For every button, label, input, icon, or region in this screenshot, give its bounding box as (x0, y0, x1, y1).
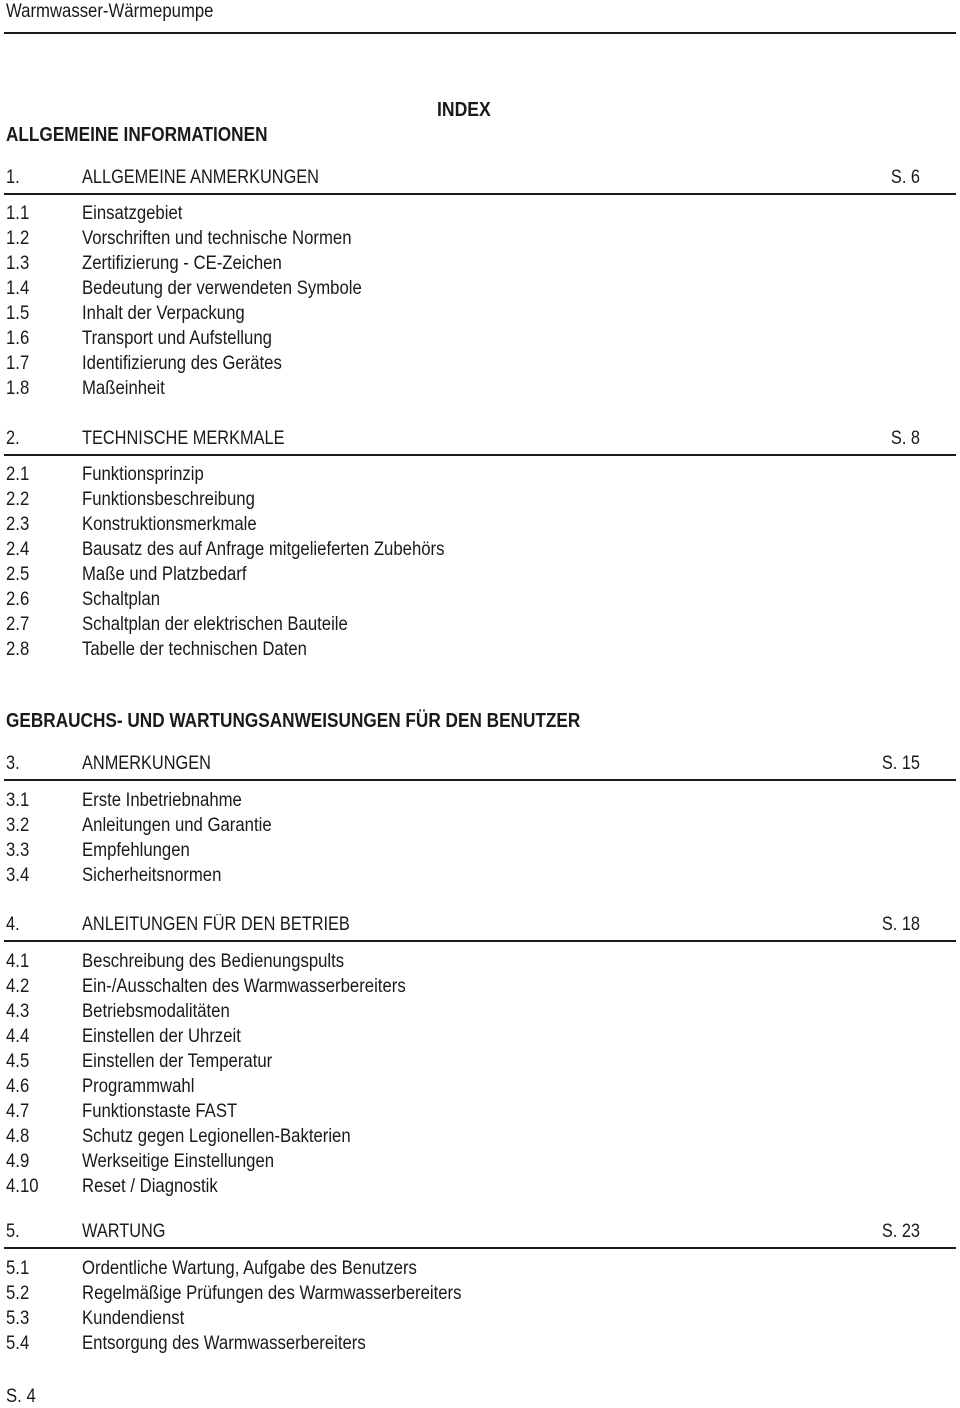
item-number: 1.7 (6, 353, 30, 374)
toc-item[interactable] (0, 487, 960, 512)
item-number: 3.4 (6, 865, 30, 886)
toc-item[interactable] (0, 838, 960, 863)
item-number: 1.1 (6, 203, 30, 224)
item-number: 4.5 (6, 1051, 30, 1072)
section-page: S. 6 (890, 167, 920, 188)
item-number: 4.3 (6, 1001, 30, 1022)
toc-item[interactable] (0, 1331, 960, 1356)
item-text: Empfehlungen (82, 840, 190, 861)
toc-item[interactable] (0, 1099, 960, 1124)
section-number: 1. (6, 167, 20, 188)
toc-item[interactable] (0, 301, 960, 326)
toc-item[interactable] (0, 974, 960, 999)
item-number: 4.4 (6, 1026, 30, 1047)
item-number: 2.3 (6, 514, 30, 535)
item-text: Ein-/Ausschalten des Warmwasserbereiters (82, 976, 406, 997)
toc-item[interactable] (0, 376, 960, 401)
index-title: INDEX (437, 99, 491, 121)
item-text: Funktionsprinzip (82, 464, 204, 485)
item-text: Tabelle der technischen Daten (82, 639, 307, 660)
section-page: S. 15 (881, 753, 920, 774)
toc-item[interactable] (0, 201, 960, 226)
toc-item[interactable] (0, 788, 960, 813)
toc-item[interactable] (0, 1174, 960, 1199)
page-number: S. 4 (6, 1386, 36, 1407)
section-number: 2. (6, 428, 20, 449)
section-number: 3. (6, 753, 20, 774)
running-head: Warmwasser-Wärmepumpe (6, 1, 214, 22)
item-number: 1.5 (6, 303, 30, 324)
item-number: 4.6 (6, 1076, 30, 1097)
item-text: Inhalt der Verpackung (82, 303, 245, 324)
toc-item[interactable] (0, 351, 960, 376)
toc-item[interactable] (0, 813, 960, 838)
item-text: Regelmäßige Prüfungen des Warmwasserbereiters (82, 1283, 462, 1304)
item-text: Beschreibung des Bedienungspults (82, 951, 345, 972)
item-number: 4.7 (6, 1101, 30, 1122)
section-number: 5. (6, 1221, 20, 1242)
toc-item[interactable] (0, 1124, 960, 1149)
item-text: Ordentliche Wartung, Aufgabe des Benutzers (82, 1258, 417, 1279)
part-title-user-instructions: GEBRAUCHS- UND WARTUNGSANWEISUNGEN FÜR DEN BENUTZER (6, 710, 581, 732)
item-number: 2.7 (6, 614, 30, 635)
section-rule (4, 940, 956, 942)
toc-item[interactable] (0, 637, 960, 662)
toc-section-1 (0, 165, 960, 191)
toc-item[interactable] (0, 276, 960, 301)
item-number: 5.3 (6, 1308, 30, 1329)
item-text: Vorschriften und technische Normen (82, 228, 352, 249)
section-rule (4, 779, 956, 781)
toc-item[interactable] (0, 462, 960, 487)
section-heading[interactable] (0, 912, 960, 938)
toc-item[interactable] (0, 1074, 960, 1099)
item-number: 2.8 (6, 639, 30, 660)
toc-item[interactable] (0, 537, 960, 562)
item-text: Betriebsmodalitäten (82, 1001, 230, 1022)
item-text: Maßeinheit (82, 378, 165, 399)
toc-items-4 (0, 949, 960, 1199)
item-text: Funktionsbeschreibung (82, 489, 255, 510)
item-number: 2.6 (6, 589, 30, 610)
item-text: Einstellen der Temperatur (82, 1051, 273, 1072)
toc-item[interactable] (0, 1306, 960, 1331)
toc-section-4 (0, 912, 960, 938)
section-heading[interactable] (0, 165, 960, 191)
item-number: 4.9 (6, 1151, 30, 1172)
item-text: Einstellen der Uhrzeit (82, 1026, 241, 1047)
section-rule (4, 193, 956, 195)
toc-item[interactable] (0, 612, 960, 637)
item-number: 1.8 (6, 378, 30, 399)
item-number: 2.4 (6, 539, 30, 560)
toc-item[interactable] (0, 512, 960, 537)
item-text: Bedeutung der verwendeten Symbole (82, 278, 362, 299)
item-number: 1.2 (6, 228, 30, 249)
toc-item[interactable] (0, 1024, 960, 1049)
item-number: 2.2 (6, 489, 30, 510)
item-number: 3.2 (6, 815, 30, 836)
toc-item[interactable] (0, 587, 960, 612)
item-number: 1.3 (6, 253, 30, 274)
toc-section-2 (0, 426, 960, 452)
section-page: S. 18 (881, 914, 920, 935)
item-text: Konstruktionsmerkmale (82, 514, 257, 535)
toc-items-1 (0, 201, 960, 401)
item-number: 2.1 (6, 464, 30, 485)
item-text: Entsorgung des Warmwasserbereiters (82, 1333, 366, 1354)
section-title: WARTUNG (82, 1221, 166, 1242)
toc-section-3 (0, 751, 960, 777)
item-number: 4.2 (6, 976, 30, 997)
toc-item[interactable] (0, 562, 960, 587)
item-text: Bausatz des auf Anfrage mitgelieferten Zubehörs (82, 539, 445, 560)
toc-item[interactable] (0, 949, 960, 974)
toc-items-2 (0, 462, 960, 662)
toc-item[interactable] (0, 999, 960, 1024)
toc-item[interactable] (0, 1149, 960, 1174)
item-number: 5.1 (6, 1258, 30, 1279)
item-number: 1.4 (6, 278, 30, 299)
item-text: Schaltplan der elektrischen Bauteile (82, 614, 348, 635)
item-text: Funktionstaste FAST (82, 1101, 238, 1122)
item-number: 5.2 (6, 1283, 30, 1304)
toc-item[interactable] (0, 863, 960, 888)
item-text: Sicherheitsnormen (82, 865, 222, 886)
item-text: Schaltplan (82, 589, 161, 610)
section-heading[interactable] (0, 1219, 960, 1245)
toc-item[interactable] (0, 1281, 960, 1306)
section-title: ALLGEMEINE ANMERKUNGEN (82, 167, 319, 188)
toc-item[interactable] (0, 1256, 960, 1281)
item-number: 3.3 (6, 840, 30, 861)
item-text: Reset / Diagnostik (82, 1176, 218, 1197)
item-text: Transport und Aufstellung (82, 328, 272, 349)
item-text: Programmwahl (82, 1076, 195, 1097)
item-number: 4.1 (6, 951, 30, 972)
item-text: Anleitungen und Garantie (82, 815, 272, 836)
item-text: Einsatzgebiet (82, 203, 183, 224)
section-title: ANLEITUNGEN FÜR DEN BETRIEB (82, 914, 350, 935)
part-title-general-info: ALLGEMEINE INFORMATIONEN (6, 124, 268, 146)
toc-items-3 (0, 788, 960, 888)
section-title: TECHNISCHE MERKMALE (82, 428, 285, 449)
section-heading[interactable] (0, 751, 960, 777)
section-page: S. 23 (881, 1221, 920, 1242)
toc-items-5 (0, 1256, 960, 1356)
item-number: 3.1 (6, 790, 30, 811)
item-text: Kundendienst (82, 1308, 185, 1329)
section-page: S. 8 (890, 428, 920, 449)
item-text: Erste Inbetriebnahme (82, 790, 242, 811)
item-number: 1.6 (6, 328, 30, 349)
item-text: Werkseitige Einstellungen (82, 1151, 275, 1172)
item-text: Zertifizierung - CE-Zeichen (82, 253, 282, 274)
item-text: Identifizierung des Gerätes (82, 353, 282, 374)
header-rule (4, 32, 956, 34)
section-rule (4, 454, 956, 456)
section-heading[interactable] (0, 426, 960, 452)
item-number: 4.10 (6, 1176, 39, 1197)
section-rule (4, 1247, 956, 1249)
toc-item[interactable] (0, 251, 960, 276)
item-number: 4.8 (6, 1126, 30, 1147)
item-text: Maße und Platzbedarf (82, 564, 247, 585)
toc-section-5 (0, 1219, 960, 1245)
item-number: 2.5 (6, 564, 30, 585)
section-number: 4. (6, 914, 20, 935)
toc-item[interactable] (0, 1049, 960, 1074)
section-title: ANMERKUNGEN (82, 753, 211, 774)
toc-item[interactable] (0, 326, 960, 351)
item-number: 5.4 (6, 1333, 30, 1354)
toc-item[interactable] (0, 226, 960, 251)
item-text: Schutz gegen Legionellen-Bakterien (82, 1126, 351, 1147)
